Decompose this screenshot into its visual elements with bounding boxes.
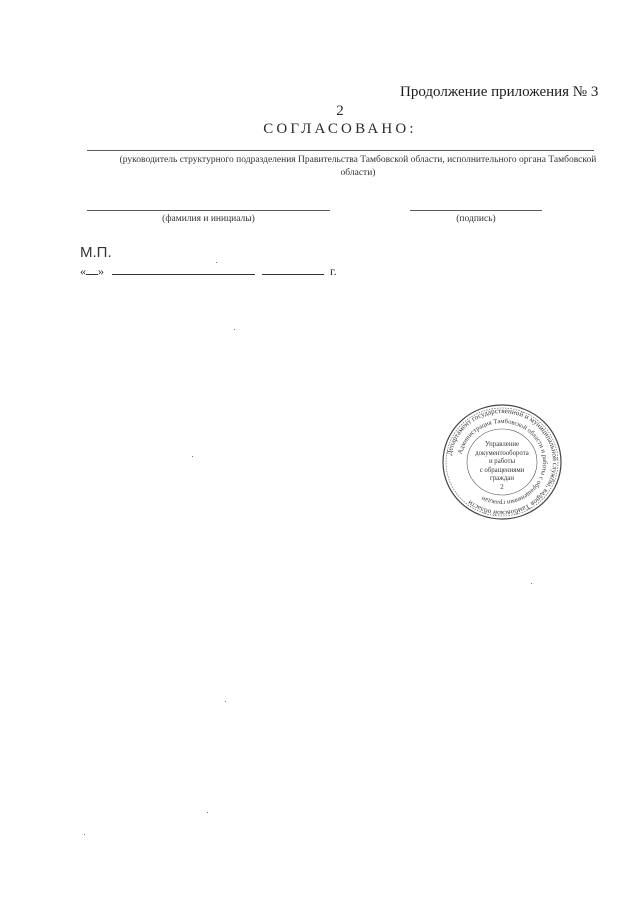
scan-speck	[216, 262, 217, 263]
stamp-outer-ring-text: Департамент государственной и муниципальной службы, кадров Тамбовской области	[445, 406, 560, 518]
official-stamp	[441, 403, 563, 521]
scan-speck	[225, 701, 226, 702]
day-blank	[86, 265, 98, 275]
stamp-center-line: граждан	[489, 475, 514, 482]
stamp-center-text	[472, 441, 532, 492]
agreed-heading: СОГЛАСОВАНО:	[263, 121, 417, 137]
date-close-quote: »	[98, 264, 104, 278]
signature-line	[410, 210, 542, 211]
position-signature-line	[87, 150, 594, 151]
year-suffix: г.	[330, 264, 337, 278]
stamp-center-line: с обращениями	[479, 466, 525, 474]
stamp-center-line: и работы	[488, 458, 516, 465]
scan-speck	[84, 834, 85, 835]
stamp-center-line: документооборота	[475, 449, 529, 457]
scan-speck	[207, 812, 208, 813]
stamp-middle-ring-text: Администрация Тамбовской области и работы с обращениями граждан	[456, 417, 549, 507]
year-blank	[262, 265, 324, 275]
scan-speck	[192, 456, 193, 457]
scan-speck	[234, 329, 235, 330]
scan-speck	[531, 583, 532, 584]
seal-place-label: М.П.	[80, 244, 112, 261]
stamp-center-line: 2	[500, 483, 504, 491]
stamp-center-line: Управление	[484, 441, 520, 448]
signature-caption: (подпись)	[456, 214, 496, 224]
page-number: 2	[336, 103, 344, 119]
name-caption: (фамилия и инициалы)	[162, 214, 255, 224]
date-open-quote: «	[80, 264, 86, 278]
appendix-continuation-label: Продолжение приложения № 3	[400, 84, 599, 100]
date-row	[80, 264, 337, 279]
month-blank	[112, 265, 255, 275]
position-caption: (руководитель структурного подразделения Правительства Тамбовской области, исполнительного органа Тамбовской области)	[119, 155, 597, 178]
name-line	[87, 210, 330, 211]
